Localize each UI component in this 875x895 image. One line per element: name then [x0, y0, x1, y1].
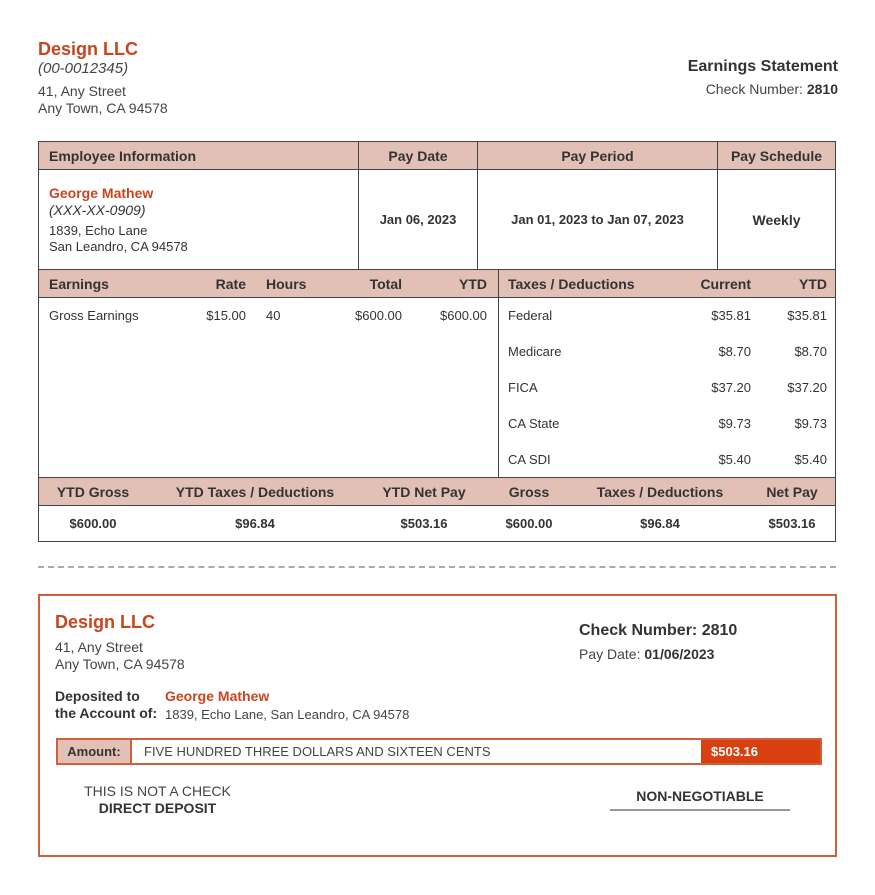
header-earnings: Earnings	[49, 276, 109, 292]
ytd-gross-value: $600.00	[69, 516, 117, 531]
tax-current: $35.81	[711, 308, 751, 323]
pay-schedule-value: Weekly	[752, 212, 801, 228]
statement-check-number	[706, 81, 838, 97]
header-net-pay: Net Pay	[766, 484, 818, 500]
header-pay-date: Pay Date	[388, 148, 448, 164]
tax-current: $8.70	[718, 344, 751, 359]
amount-value: $503.16	[701, 740, 820, 763]
tax-name: CA State	[508, 416, 560, 431]
amount-bar	[56, 738, 822, 765]
amount-label: Amount:	[58, 740, 132, 763]
pay-date-label: Pay Date:	[579, 646, 641, 662]
check-company-address-line2: Any Town, CA 94578	[55, 656, 185, 672]
header-employee-information: Employee Information	[49, 148, 197, 164]
employee-address-line1: 1839, Echo Lane	[49, 223, 148, 238]
check-pay-date	[579, 646, 714, 662]
account-of-label: the Account of:	[55, 705, 158, 721]
direct-deposit-stub	[38, 594, 837, 857]
company-address-line2: Any Town, CA 94578	[38, 100, 168, 116]
deposited-to-label: Deposited to	[55, 688, 140, 704]
ytd-taxes-value: $96.84	[235, 516, 275, 531]
employee-address-line2: San Leandro, CA 94578	[49, 239, 188, 254]
not-a-check-notice: THIS IS NOT A CHECK	[84, 783, 231, 799]
header-hours: Hours	[266, 276, 307, 292]
statement-title: Earnings Statement	[687, 58, 838, 75]
net-pay-value: $503.16	[768, 516, 816, 531]
gross-value: $600.00	[505, 516, 553, 531]
taxes-deductions-value: $96.84	[640, 516, 680, 531]
tax-ytd: $35.81	[787, 308, 827, 323]
employee-name: George Mathew	[49, 185, 154, 201]
check-company-name: Design LLC	[55, 612, 156, 632]
earning-rate: $15.00	[206, 308, 246, 323]
check-number-label: Check Number:	[579, 622, 698, 639]
company-id: (00-0012345)	[38, 60, 129, 77]
tax-current: $5.40	[718, 452, 751, 467]
check-number-value: 2810	[701, 622, 738, 639]
check-number-label: Check Number:	[705, 81, 803, 97]
earning-total: $600.00	[355, 308, 402, 323]
pay-date-value: 01/06/2023	[644, 646, 715, 662]
header-ytd-gross: YTD Gross	[56, 484, 130, 500]
tax-ytd: $9.73	[794, 416, 827, 431]
check-number	[579, 622, 737, 640]
pay-period-value: Jan 01, 2023 to Jan 07, 2023	[511, 212, 684, 227]
earning-hours: 40	[266, 308, 281, 323]
tax-current: $37.20	[711, 380, 751, 395]
earning-ytd: $600.00	[440, 308, 487, 323]
tax-ytd: $8.70	[794, 344, 827, 359]
employee-ssn: (XXX-XX-0909)	[49, 202, 146, 218]
company-name: Design LLC	[38, 39, 139, 59]
payee-name: George Mathew	[165, 688, 270, 704]
header-taxes-ytd: YTD	[799, 276, 827, 292]
header-pay-period: Pay Period	[561, 148, 634, 164]
header-total: Total	[369, 276, 402, 292]
header-current: Current	[700, 276, 751, 292]
company-address-line1: 41, Any Street	[38, 83, 126, 99]
tax-name: Medicare	[508, 344, 562, 359]
header-pay-schedule: Pay Schedule	[730, 148, 823, 164]
tax-name: Federal	[508, 308, 553, 323]
header-rate: Rate	[215, 276, 246, 292]
ytd-net-pay-value: $503.16	[400, 516, 448, 531]
header-taxes-deductions-summary: Taxes / Deductions	[596, 484, 724, 500]
earning-name: Gross Earnings	[49, 308, 139, 323]
payee-address: 1839, Echo Lane, San Leandro, CA 94578	[165, 707, 410, 722]
header-taxes-deductions: Taxes / Deductions	[508, 276, 635, 292]
tax-ytd: $37.20	[787, 380, 827, 395]
tax-current: $9.73	[718, 416, 751, 431]
amount-words: FIVE HUNDRED THREE DOLLARS AND SIXTEEN CENTS	[144, 744, 491, 759]
header-ytd-net-pay: YTD Net Pay	[382, 484, 466, 500]
check-company-address-line1: 41, Any Street	[55, 639, 143, 655]
earnings-taxes-table	[38, 269, 836, 542]
tax-name: FICA	[508, 380, 538, 395]
non-negotiable-label: NON-NEGOTIABLE	[610, 788, 790, 811]
check-number-value: 2810	[806, 81, 838, 97]
header-earnings-ytd: YTD	[459, 276, 487, 292]
tax-name: CA SDI	[508, 452, 551, 467]
employee-info-table	[38, 141, 836, 270]
direct-deposit-label: DIRECT DEPOSIT	[98, 800, 217, 816]
header-ytd-taxes: YTD Taxes / Deductions	[175, 484, 335, 500]
pay-date-value: Jan 06, 2023	[379, 212, 457, 227]
tax-ytd: $5.40	[794, 452, 827, 467]
header-gross: Gross	[508, 484, 550, 500]
tear-off-divider	[38, 566, 836, 568]
